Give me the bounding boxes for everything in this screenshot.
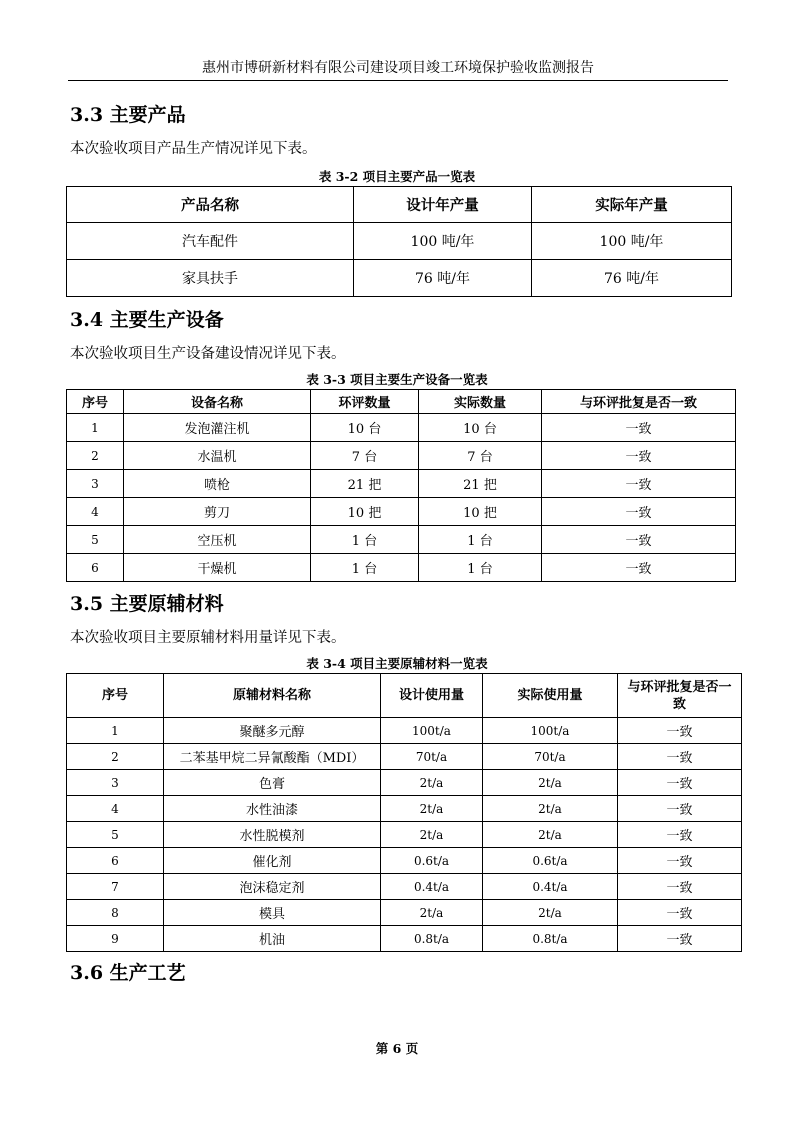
column-header: 序号 [67,390,124,414]
table-row [67,900,742,926]
column-header: 产品名称 [67,187,354,223]
table-cell: 一致 [542,442,736,470]
table-cell: 一致 [618,770,742,796]
table-header-row [67,674,742,718]
column-header: 实际数量 [419,390,542,414]
table-cell: 4 [67,498,124,526]
table-caption-3-2: 表 3-2 项目主要产品一览表 [318,169,476,184]
table-row [67,822,742,848]
table-cell: 1 [67,718,164,744]
column-header: 环评数量 [311,390,419,414]
table-row [67,223,732,260]
table-cell: 0.8t/a [381,926,483,952]
table-cell: 模具 [164,900,381,926]
table-cell: 一致 [618,900,742,926]
table-cell: 3 [67,470,124,498]
table-cell: 8 [67,900,164,926]
table-row [67,926,742,952]
table-row [67,442,736,470]
materials-table [66,673,742,952]
page-number: 第 6 页 [375,1041,419,1056]
table-cell: 干燥机 [124,554,311,582]
table-cell: 100 吨/年 [354,223,532,260]
equipment-table [66,389,736,582]
table-cell: 一致 [542,526,736,554]
table-cell: 5 [67,526,124,554]
column-header: 与环评批复是否一致 [542,390,736,414]
section-heading-3-6: 3.6 生产工艺 [70,962,186,984]
table-row [67,770,742,796]
section-intro-3-4: 本次验收项目生产设备建设情况详见下表。 [70,346,346,362]
header-rule [68,80,728,81]
table-cell: 4 [67,796,164,822]
table-row [67,796,742,822]
table-cell: 色膏 [164,770,381,796]
table-cell: 水性油漆 [164,796,381,822]
table-cell: 2t/a [483,770,618,796]
table-cell: 发泡灌注机 [124,414,311,442]
table-cell: 5 [67,822,164,848]
table-cell: 0.6t/a [483,848,618,874]
section-heading-3-3: 3.3 主要产品 [70,104,186,126]
table-row [67,718,742,744]
table-row [67,260,732,297]
table-cell: 2t/a [483,822,618,848]
table-cell: 10 台 [311,414,419,442]
table-cell: 一致 [618,796,742,822]
table-cell: 催化剂 [164,848,381,874]
table-row [67,848,742,874]
table-cell: 一致 [542,470,736,498]
products-table [66,186,732,297]
table-cell: 0.4t/a [381,874,483,900]
column-header: 实际年产量 [532,187,732,223]
section-intro-3-3: 本次验收项目产品生产情况详见下表。 [70,141,317,157]
table-row [67,470,736,498]
section-heading-3-4: 3.4 主要生产设备 [70,309,224,331]
table-caption-3-4: 表 3-4 项目主要原辅材料一览表 [306,656,488,671]
table-cell: 机油 [164,926,381,952]
column-header: 设备名称 [124,390,311,414]
table-cell: 76 吨/年 [354,260,532,297]
table-cell: 一致 [542,554,736,582]
table-cell: 空压机 [124,526,311,554]
table-cell: 聚醚多元醇 [164,718,381,744]
table-cell: 一致 [618,874,742,900]
table-cell: 100 吨/年 [532,223,732,260]
column-header: 与环评批复是否一致 [618,674,742,718]
table-cell: 21 把 [311,470,419,498]
column-header: 设计使用量 [381,674,483,718]
table-cell: 二苯基甲烷二异氰酸酯（MDI） [164,744,381,770]
table-row [67,554,736,582]
table-cell: 7 [67,874,164,900]
table-cell: 一致 [618,822,742,848]
table-cell: 一致 [618,718,742,744]
table-cell: 2t/a [381,796,483,822]
table-cell: 1 台 [419,526,542,554]
table-cell: 一致 [618,848,742,874]
table-header-row [67,187,732,223]
table-cell: 9 [67,926,164,952]
table-cell: 水性脱模剂 [164,822,381,848]
page-header: 惠州市博研新材料有限公司建设项目竣工环境保护验收监测报告 [202,60,594,76]
table-row [67,526,736,554]
table-cell: 2t/a [381,770,483,796]
table-cell: 76 吨/年 [532,260,732,297]
table-cell: 100t/a [381,718,483,744]
column-header: 实际使用量 [483,674,618,718]
table-cell: 一致 [618,744,742,770]
table-cell: 家具扶手 [67,260,354,297]
table-cell: 2t/a [381,900,483,926]
table-cell: 剪刀 [124,498,311,526]
table-row [67,498,736,526]
table-cell: 1 台 [311,554,419,582]
table-cell: 2t/a [483,900,618,926]
table-cell: 2 [67,744,164,770]
table-cell: 0.6t/a [381,848,483,874]
table-cell: 10 台 [419,414,542,442]
table-cell: 70t/a [381,744,483,770]
table-cell: 70t/a [483,744,618,770]
section-intro-3-5: 本次验收项目主要原辅材料用量详见下表。 [70,630,346,646]
table-cell: 21 把 [419,470,542,498]
table-cell: 一致 [618,926,742,952]
section-heading-3-5: 3.5 主要原辅材料 [70,593,224,615]
table-cell: 泡沫稳定剂 [164,874,381,900]
table-cell: 1 [67,414,124,442]
table-cell: 1 台 [419,554,542,582]
table-cell: 喷枪 [124,470,311,498]
table-caption-3-3: 表 3-3 项目主要生产设备一览表 [306,372,488,387]
table-header-row [67,390,736,414]
table-cell: 汽车配件 [67,223,354,260]
table-cell: 一致 [542,498,736,526]
table-cell: 一致 [542,414,736,442]
table-cell: 2 [67,442,124,470]
table-cell: 7 台 [311,442,419,470]
table-row [67,874,742,900]
table-cell: 100t/a [483,718,618,744]
column-header: 原辅材料名称 [164,674,381,718]
column-header: 设计年产量 [354,187,532,223]
table-cell: 1 台 [311,526,419,554]
table-row [67,414,736,442]
table-cell: 7 台 [419,442,542,470]
table-cell: 6 [67,848,164,874]
table-cell: 3 [67,770,164,796]
table-cell: 2t/a [483,796,618,822]
table-cell: 10 把 [311,498,419,526]
table-cell: 10 把 [419,498,542,526]
table-cell: 6 [67,554,124,582]
table-cell: 水温机 [124,442,311,470]
table-cell: 2t/a [381,822,483,848]
column-header: 序号 [67,674,164,718]
table-cell: 0.8t/a [483,926,618,952]
table-row [67,744,742,770]
table-cell: 0.4t/a [483,874,618,900]
